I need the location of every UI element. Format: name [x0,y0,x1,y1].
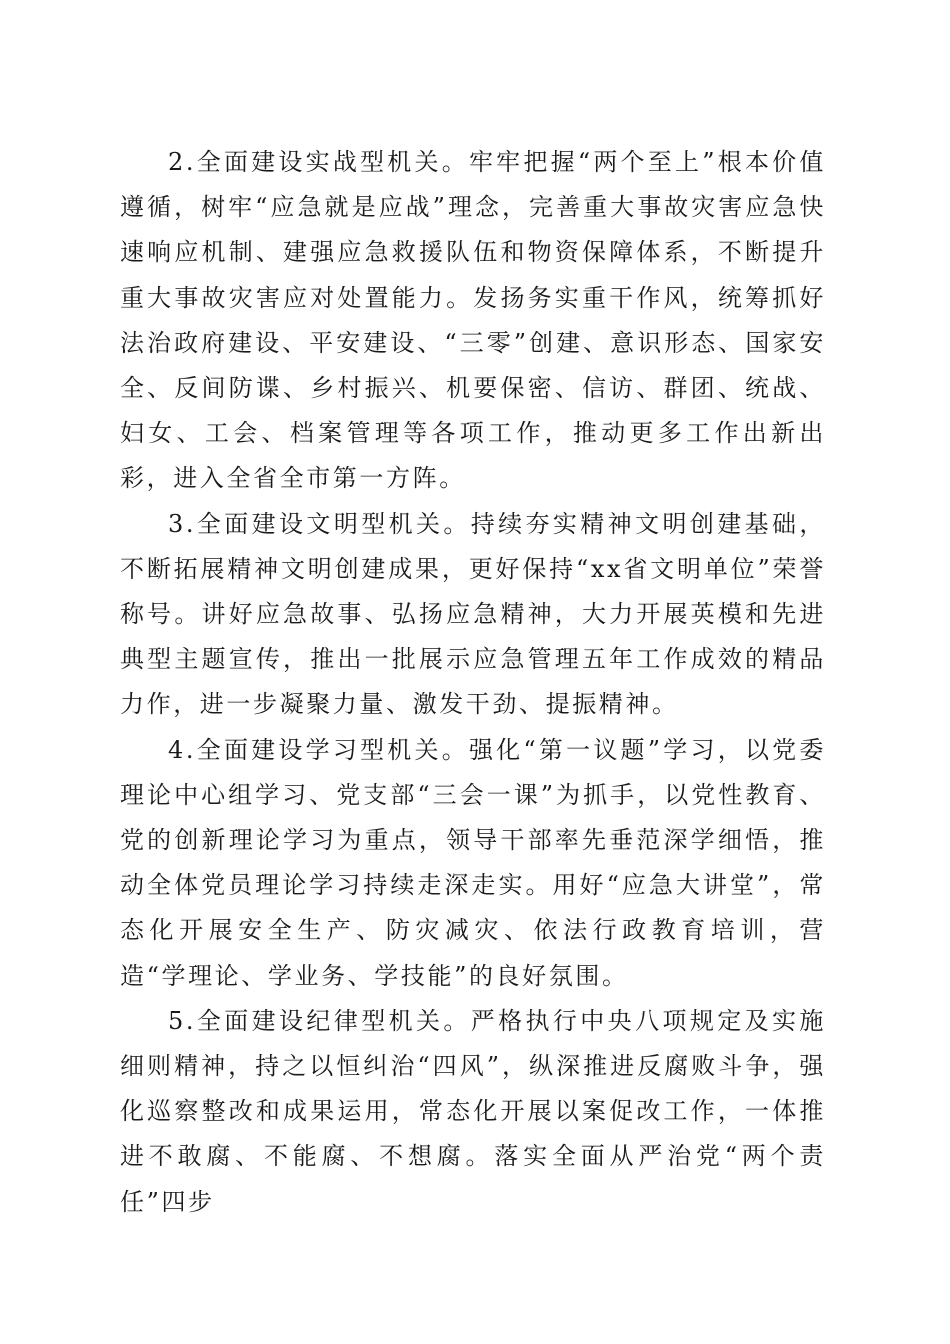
paragraph-disciplined-organ: 5.全面建设纪律型机关。严格执行中央八项规定及实施细则精神，持之以恒纠治“四风”，纵深推进反腐败斗争，强化巡察整改和成果运用，常态化开展以案促改工作，一体推进不敢腐、不能腐、不想腐。落实全面从严治党“两个责任”四步 [120,1006,826,1216]
paragraph-practical-organ: 2.全面建设实战型机关。牢牢把握“两个至上”根本价值遵循，树牢“应急就是应战”理念，完善重大事故灾害应急快速响应机制、建强应急救援队伍和物资保障体系，不断提升重大事故灾害应对处置能力。发扬务实重干作风，统筹抓好法治政府建设、平安建设、“三零”创建、意识形态、国家安全、反间防谍、乡村振兴、机要保密、信访、群团、统战、妇女、工会、档案管理等各项工作，推动更多工作出新出彩，进入全省全市第一方阵。 [120,148,826,493]
paragraph-learning-organ: 4.全面建设学习型机关。强化“第一议题”学习，以党委理论中心组学习、党支部“三会一课”为抓手，以党性教育、党的创新理论学习为重点，领导干部率先垂范深学细悟，推动全体党员理论学习持续走深走实。用好“应急大讲堂”，常态化开展安全生产、防灾减灾、依法行政教育培训，营造“学理论、学业务、学技能”的良好氛围。 [120,735,826,990]
paragraph-civilized-organ: 3.全面建设文明型机关。持续夯实精神文明创建基础，不断拓展精神文明创建成果，更好保持“xx省文明单位”荣誉称号。讲好应急故事、弘扬应急精神，大力开展英模和先进典型主题宣传，推出一批展示应急管理五年工作成效的精品力作，进一步凝聚力量、激发干劲、提振精神。 [120,509,826,719]
document-body [120,140,826,1225]
